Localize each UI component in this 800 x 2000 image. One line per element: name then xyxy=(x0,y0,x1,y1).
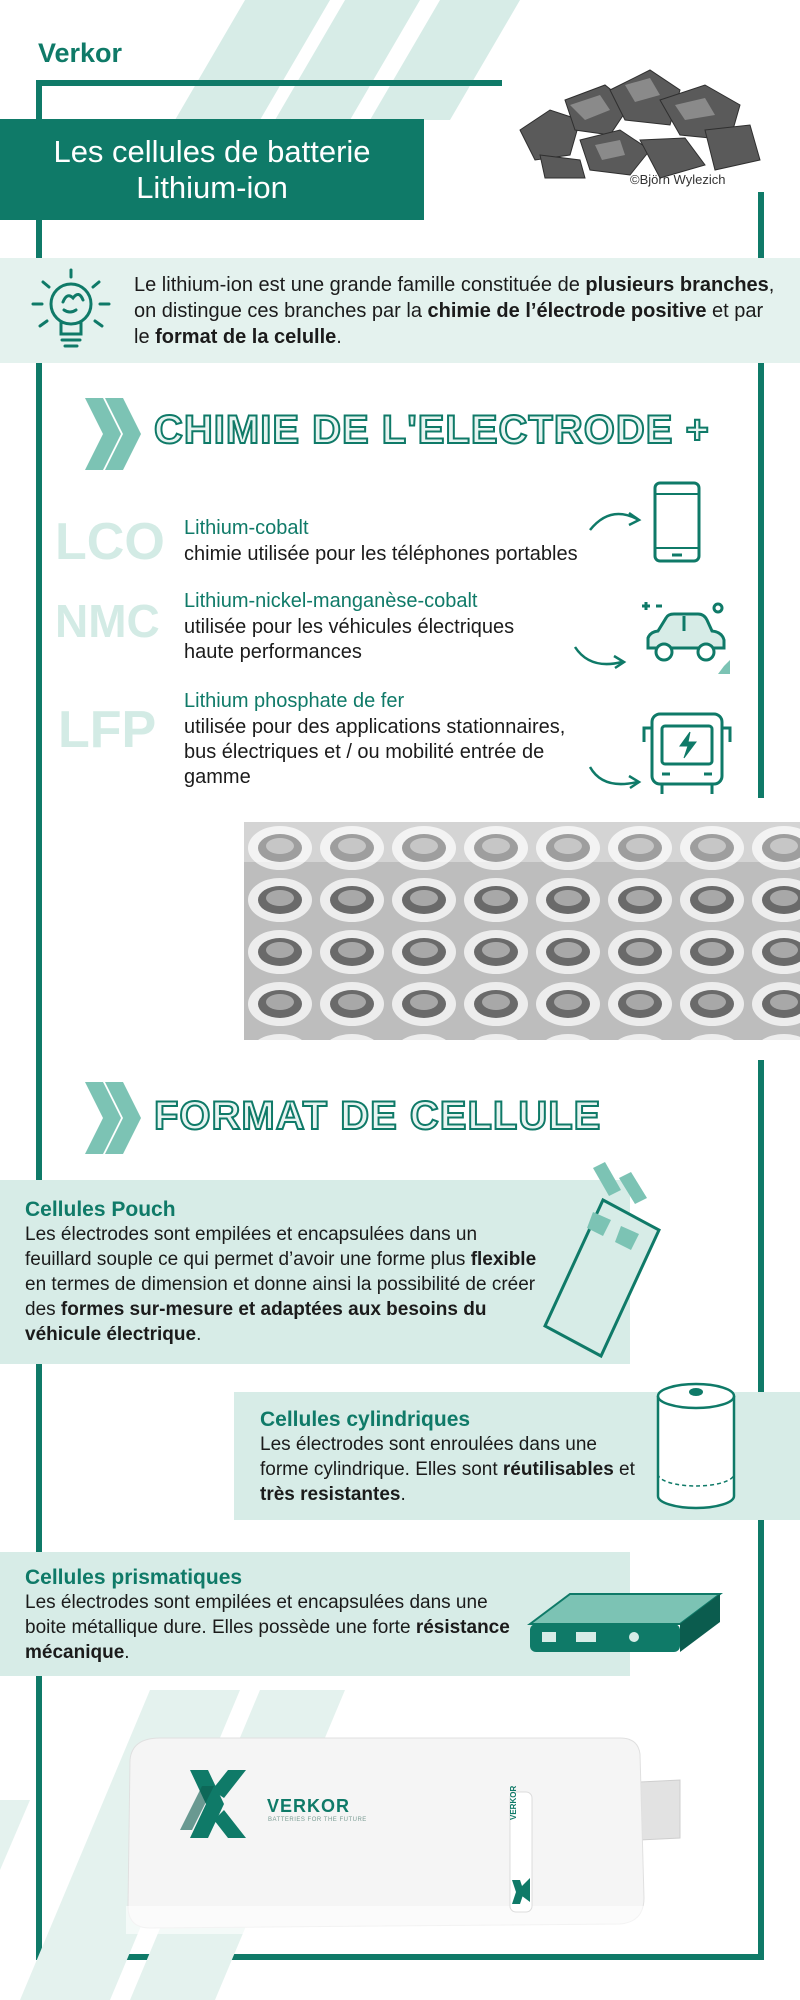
prism-text-part: . xyxy=(124,1642,130,1663)
cell-side-label: VERKOR xyxy=(509,1785,518,1820)
pouch-cell-description xyxy=(25,1222,545,1347)
chem-name-lco: Lithium-cobalt xyxy=(184,517,309,539)
intro-text-part: et par le xyxy=(134,300,764,348)
intro-text-part: . xyxy=(336,326,342,348)
cyl-text-part: . xyxy=(400,1484,406,1505)
chem-name-lfp: Lithium phosphate de fer xyxy=(184,690,405,712)
smartphone-icon xyxy=(652,480,704,566)
cyl-text-part: Les électrodes sont enroulées dans une forme cylindrique. Elles sont xyxy=(260,1434,597,1480)
pouch-text-part: en termes de dimension et donne ainsi la possibilité de créer des xyxy=(25,1274,536,1320)
chem-desc-lfp-2: bus électriques et / ou mobilité entrée de xyxy=(184,741,545,763)
pouch-highlight-custom-shapes: formes sur-mesure et adaptées aux besoins du véhicule électrique xyxy=(25,1299,487,1345)
lightbulb-brain-icon xyxy=(28,264,114,356)
prismatic-cell-icon xyxy=(524,1584,724,1658)
pouch-text-part: . xyxy=(196,1324,202,1345)
brand-name: Verkor xyxy=(38,38,123,68)
chem-desc-lfp-1: utilisée pour des applications stationnaires, xyxy=(184,716,566,738)
title-banner xyxy=(0,119,424,220)
cylindrical-cell-title: Cellules cylindriques xyxy=(260,1408,471,1431)
cyl-highlight-resistant: très resistantes xyxy=(260,1484,401,1505)
intro-highlight-branches: plusieurs branches xyxy=(585,274,769,296)
footer-logo-tagline: BATTERIES FOR THE FUTURE xyxy=(268,1817,367,1823)
prismatic-cell-description xyxy=(25,1590,515,1665)
chem-desc-nmc-1: utilisée pour les véhicules électriques xyxy=(184,616,515,638)
intro-text-part: , on distingue ces branches par la xyxy=(134,274,775,322)
cylindrical-cell-description xyxy=(260,1432,640,1507)
pouch-cell-title: Cellules Pouch xyxy=(25,1198,176,1221)
photo-credit: ©Björn Wylezich xyxy=(630,172,726,187)
chem-desc-nmc-2: haute performances xyxy=(184,641,362,663)
cylindrical-cell-icon xyxy=(652,1378,742,1514)
intro-text-part: Le lithium-ion est une grande famille constituée de xyxy=(134,274,586,296)
section-title-format: FORMAT DE CELLULE xyxy=(154,1094,602,1138)
intro-panel xyxy=(0,258,800,363)
pouch-text-part: Les électrodes sont empilées et encapsulées dans un feuillard souple ce qui permet d’avoir une forme plus xyxy=(25,1224,478,1270)
chevron-right-icon xyxy=(85,398,145,470)
title-line-2: Lithium-ion xyxy=(136,169,288,205)
chem-desc-lfp-3: gamme xyxy=(184,766,251,788)
cyl-highlight-reusable: réutilisables xyxy=(502,1459,614,1480)
prism-text-part: Les électrodes sont empilées et encapsulées dans une boite métallique dure. Elles possède une forte xyxy=(25,1592,488,1638)
chevron-right-icon xyxy=(85,1082,145,1154)
electric-bus-icon xyxy=(640,708,734,800)
chem-desc-lco: chimie utilisée pour les téléphones portables xyxy=(184,543,578,565)
chem-name-nmc: Lithium-nickel-manganèse-cobalt xyxy=(184,590,478,612)
chem-abbr-lfp: LFP xyxy=(58,701,157,759)
intro-highlight-chemistry: chimie de l’électrode positive xyxy=(427,300,707,322)
arrow-icon xyxy=(570,642,630,672)
section-title-chemistry: CHIMIE DE L'ELECTRODE + xyxy=(154,408,710,452)
title-line-1: Les cellules de batterie xyxy=(53,133,371,169)
arrow-icon xyxy=(585,505,645,535)
cyl-text-part: et xyxy=(613,1459,635,1480)
electric-car-icon xyxy=(640,598,730,680)
pouch-highlight-flexible: flexible xyxy=(470,1249,537,1270)
pouch-cell-icon xyxy=(535,1160,665,1360)
frame-top-line xyxy=(36,80,502,86)
verkor-battery-cell-image xyxy=(120,1730,690,1940)
prism-highlight-mechanical: résistance mécanique xyxy=(25,1617,510,1663)
prismatic-cell-title: Cellules prismatiques xyxy=(25,1566,243,1589)
chem-abbr-nmc: NMC xyxy=(55,595,160,647)
footer-logo-name: VERKOR xyxy=(267,1796,351,1816)
lithium-rocks-image xyxy=(510,60,770,180)
chem-abbr-lco: LCO xyxy=(55,513,165,571)
intro-highlight-format: format de la celulle xyxy=(155,326,337,348)
cylindrical-cells-photo xyxy=(244,822,800,1040)
arrow-icon xyxy=(585,762,645,792)
intro-text xyxy=(134,272,784,350)
